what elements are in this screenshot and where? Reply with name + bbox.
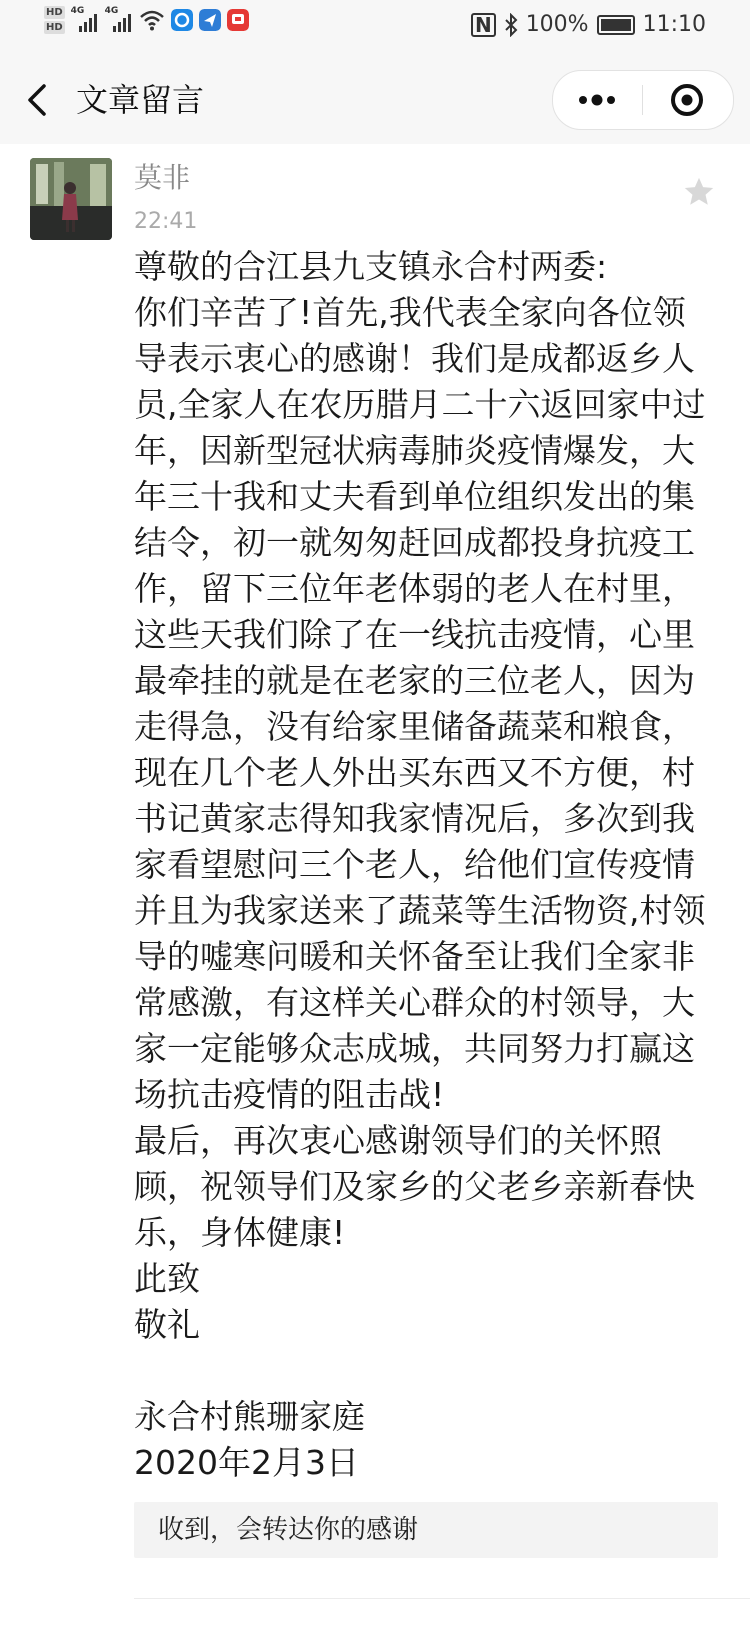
- like-star-icon[interactable]: [682, 175, 716, 209]
- network-type-2: 4G: [104, 6, 119, 16]
- app-notification-icon-1: [171, 9, 193, 31]
- network-type-1: 4G: [70, 6, 85, 16]
- bluetooth-icon: [504, 13, 518, 37]
- close-target-icon[interactable]: [643, 71, 733, 129]
- comment-content: 尊敬的合江县九支镇永合村两委: 你们辛苦了!首先,我代表全家向各位领导表示衷心的感谢！我们是成都返乡人员,全家人在农历腊月二十六返回家中过年，因新型冠状病毒肺炎疫情爆发，大年三十我和丈夫看到单位组织发出的集结令，初一就匆匆赶回成都投身抗疫工作，留下三位年老体弱的老人在村里，这些天我们除了在一线抗击疫情，心里最牵挂的就是在老家的三位老人，因为走得急，没有给家里储备蔬菜和粮食，现在几个老人外出买东西又不方便，村书记黄家志得知我家情况后，多次到我家看望慰问三个老人，给他们宣传疫情并且为我家送来了蔬菜等生活物资,村领导的嘘寒问暖和关怀备至让我们全家非常感激，有这样关心群众的村领导，大家一定能够众志成城，共同努力打赢这场抗击疫情的阻击战! 最后，再次衷心感谢领导们的关怀照顾，祝领导们及家乡的父老乡亲新春快乐，身体健康! 此致 敬礼 永合村熊珊家庭 2020年2月3日: [134, 247, 706, 1482]
- more-icon[interactable]: [553, 71, 642, 129]
- hd-indicator: [44, 6, 65, 34]
- battery-icon: [597, 15, 635, 35]
- hd-label-1: HD: [46, 7, 63, 18]
- comment-divider: [134, 1598, 750, 1599]
- author-reply-box: [134, 1502, 718, 1558]
- clock: 11:10: [642, 12, 706, 37]
- nfc-icon: N: [471, 13, 496, 37]
- cell-signal-icon-2: [105, 8, 133, 32]
- author-reply-text: 收到，会转达你的感谢: [158, 1515, 419, 1545]
- back-icon[interactable]: [22, 78, 58, 122]
- comment-time: 22:41: [134, 209, 198, 234]
- cell-signal-icon-1: [71, 8, 99, 32]
- nav-bar: [0, 56, 750, 144]
- miniprogram-capsule: [552, 70, 734, 130]
- page-title: 文章留言: [76, 81, 205, 119]
- comment-author: 莫非: [134, 161, 191, 194]
- app-notification-icon-3: [227, 9, 249, 31]
- wifi-icon: [139, 9, 165, 31]
- status-left: [44, 6, 249, 34]
- hd-label-2: HD: [46, 22, 63, 33]
- avatar[interactable]: [30, 158, 112, 240]
- status-right: [471, 12, 706, 37]
- battery-percent: 100%: [525, 12, 589, 37]
- app-notification-icon-2: [199, 9, 221, 31]
- status-bar: [0, 0, 750, 56]
